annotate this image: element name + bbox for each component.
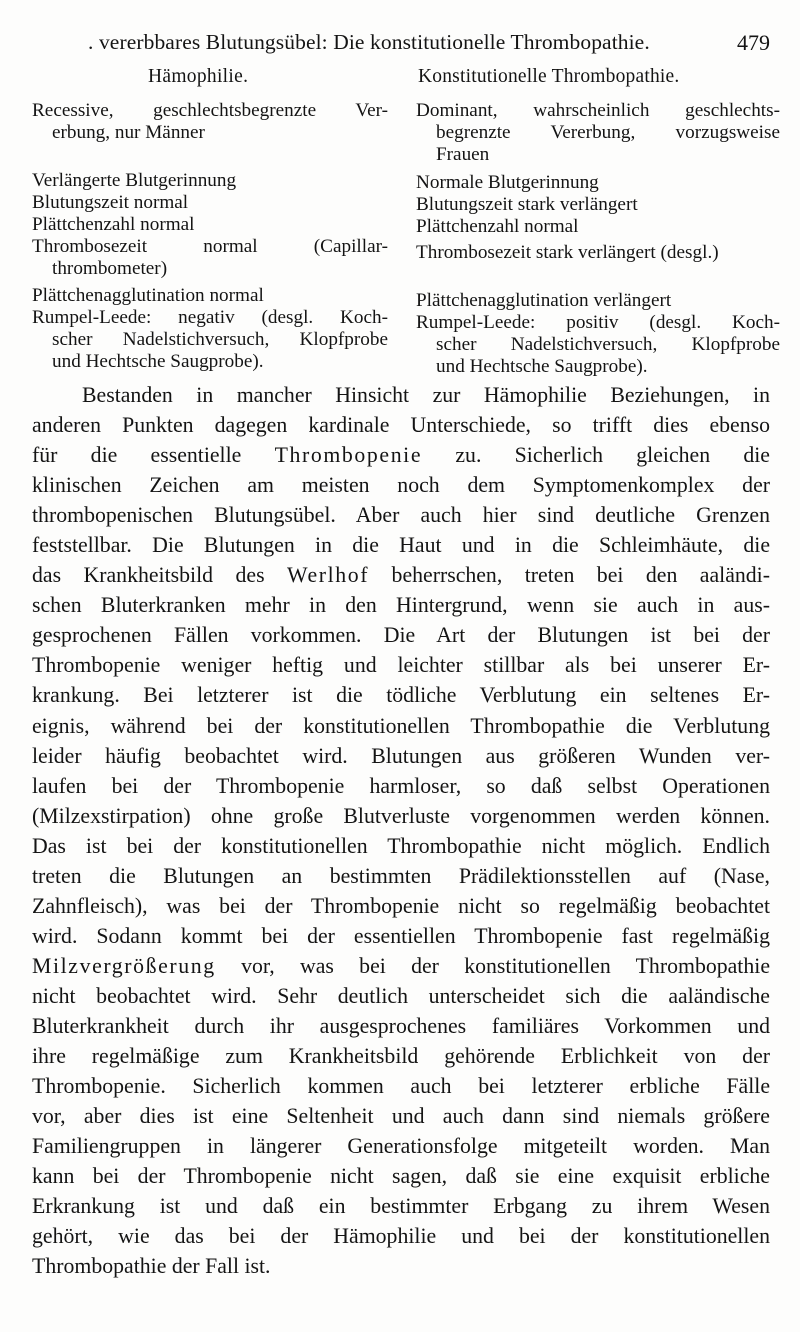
emphasized-term: Thrombopenie — [274, 443, 423, 468]
body-line: treten die Blutungen an bestimmten Prädilektionsstellen auf (Nase, — [32, 863, 770, 888]
thrombopathy-item — [416, 290, 780, 312]
thrombopathy-item — [416, 194, 780, 216]
body-line: für die essentielle Thrombopenie zu. Sicherlich gleichen die — [32, 443, 770, 468]
thrombopathy-item-line: Dominant, wahrscheinlich geschlechts- — [416, 100, 780, 121]
body-line: das Krankheitsbild des Werlhof beherrschen, treten bei den aaländi- — [32, 563, 770, 588]
hemophilia-item-line: scher Nadelstichversuch, Klopfprobe — [52, 329, 388, 350]
thrombopathy-item-line: scher Nadelstichversuch, Klopfprobe — [436, 334, 780, 355]
body-line: Das ist bei der konstitutionellen Thrombopathie nicht möglich. Endlich — [32, 833, 770, 858]
hemophilia-item-line: Rumpel-Leede: negativ (desgl. Koch- — [32, 307, 388, 328]
thrombopathy-item — [416, 216, 780, 238]
body-line: Thrombopenie. Sicherlich kommen auch bei letzterer erbliche Fälle — [32, 1074, 770, 1099]
body-line: gehört, wie das bei der Hämophilie und bei der konstitutionellen — [32, 1224, 770, 1249]
thrombopathy-item — [416, 172, 780, 194]
body-line: Thrombopenie weniger heftig und leichter stillbar als bei unserer Er- — [32, 653, 770, 678]
body-line: ihre regelmäßige zum Krankheitsbild gehörende Erblichkeit von der — [32, 1044, 770, 1069]
body-line: thrombopenischen Blutungsübel. Aber auch hier sind deutliche Grenzen — [32, 503, 770, 528]
thrombopathy-column-title-text: Konstitutionelle Thrombopathie. — [418, 66, 680, 87]
body-line: Milzvergrößerung vor, was bei der konstitutionellen Thrombopathie — [32, 953, 770, 978]
thrombopathy-item-line: Plättchenagglutination verlängert — [416, 290, 672, 311]
thrombopathy-item-line: Frauen — [436, 144, 490, 165]
thrombopathy-item-line: Plättchenzahl normal — [416, 216, 579, 237]
hemophilia-item-line: Verlängerte Blutgerinnung — [32, 170, 237, 191]
body-line: nicht beobachtet wird. Sehr deutlich unterscheidet sich die aaländische — [32, 983, 770, 1008]
emphasized-term: Werlhof — [287, 563, 370, 588]
emphasized-term: Milzvergrößerung — [32, 953, 216, 978]
hemophilia-item-line: thrombometer) — [52, 258, 168, 279]
hemophilia-item — [32, 192, 388, 214]
body-line: feststellbar. Die Blutungen in die Haut und in die Schleimhäute, die — [32, 533, 770, 558]
thrombopathy-item-line: Normale Blutgerinnung — [416, 172, 599, 193]
hemophilia-item-line: Recessive, geschlechtsbegrenzte Ver- — [32, 100, 388, 121]
hemophilia-column — [32, 66, 388, 372]
hemophilia-item — [32, 236, 388, 280]
hemophilia-item-line: und Hechtsche Saugprobe). — [52, 351, 264, 372]
thrombopathy-item-line: Blutungszeit stark verlängert — [416, 194, 638, 215]
thrombopathy-item — [416, 242, 780, 264]
body-line: Zahnfleisch), was bei der Thrombopenie nicht so regelmäßig beobachtet — [32, 893, 770, 918]
thrombopathy-item-line: Thrombosezeit stark verlängert (desgl.) — [416, 242, 719, 263]
body-line: Bestanden in mancher Hinsicht zur Hämophilie Beziehungen, in — [82, 383, 770, 407]
body-line: gesprochenen Fällen vorkommen. Die Art der Blutungen ist bei der — [32, 623, 770, 648]
body-line: schen Bluterkranken mehr in den Hintergrund, wenn sie auch in aus- — [32, 593, 770, 618]
body-line: vor, aber dies ist eine Seltenheit und auch dann sind niemals größere — [32, 1104, 770, 1129]
thrombopathy-item-line: Rumpel-Leede: positiv (desgl. Koch- — [416, 312, 780, 333]
body-line: wird. Sodann kommt bei der essentiellen Thrombopenie fast regelmäßig — [32, 923, 770, 948]
page-header — [88, 26, 778, 56]
thrombopathy-column — [416, 66, 780, 377]
hemophilia-item — [32, 285, 388, 307]
body-line: laufen bei der Thrombopenie harmloser, so daß selbst Operationen — [32, 773, 770, 798]
hemophilia-column-title: Hämophilie. — [148, 66, 249, 87]
thrombopathy-item — [416, 312, 780, 378]
running-head: . vererbbares Blutungsübel: Die konstitutionelle Thrombopathie. — [88, 30, 650, 54]
hemophilia-item-line: Plättchenagglutination normal — [32, 285, 264, 306]
hemophilia-item — [32, 307, 388, 373]
body-line: leider häufig beobachtet wird. Blutungen aus größeren Wunden ver- — [32, 743, 770, 768]
body-line: Bluterkrankheit durch ihr ausgesprochenes familiäres Vorkommen und — [32, 1013, 770, 1038]
body-line: anderen Punkten dagegen kardinale Unterschiede, so trifft dies ebenso — [32, 413, 770, 438]
thrombopathy-item-line: begrenzte Vererbung, vorzugsweise — [436, 122, 780, 143]
hemophilia-item — [32, 100, 388, 144]
thrombopathy-item — [416, 100, 780, 166]
thrombopathy-item-line: und Hechtsche Saugprobe). — [436, 356, 648, 377]
body-line: (Milzexstirpation) ohne große Blutverluste vorgenommen werden können. — [32, 803, 770, 828]
thrombopathy-column-title — [416, 66, 780, 90]
body-line: krankung. Bei letzterer ist die tödliche Verblutung ein seltenes Er- — [32, 683, 770, 708]
body-line: eignis, während bei der konstitutionellen Thrombopathie die Verblutung — [32, 713, 770, 738]
hemophilia-item-line: erbung, nur Männer — [52, 122, 205, 143]
hemophilia-item — [32, 214, 388, 236]
hemophilia-item-line: Thrombosezeit normal (Capillar- — [32, 236, 388, 257]
body-paragraph — [32, 380, 770, 1281]
hemophilia-item-line: Plättchenzahl normal — [32, 214, 195, 235]
page-number: 479 — [737, 30, 770, 55]
hemophilia-item — [32, 170, 388, 192]
body-line: klinischen Zeichen am meisten noch dem Symptomenkomplex der — [32, 473, 770, 498]
body-line: Familiengruppen in längerer Generationsfolge mitgeteilt worden. Man — [32, 1134, 770, 1159]
body-line: Thrombopathie der Fall ist. — [32, 1254, 271, 1279]
body-line: kann bei der Thrombopenie nicht sagen, daß sie eine exquisit erbliche — [32, 1164, 770, 1189]
hemophilia-item-line: Blutungszeit normal — [32, 192, 189, 213]
comparison-table — [30, 66, 780, 382]
body-line: Erkrankung ist und daß ein bestimmter Erbgang zu ihrem Wesen — [32, 1194, 770, 1219]
